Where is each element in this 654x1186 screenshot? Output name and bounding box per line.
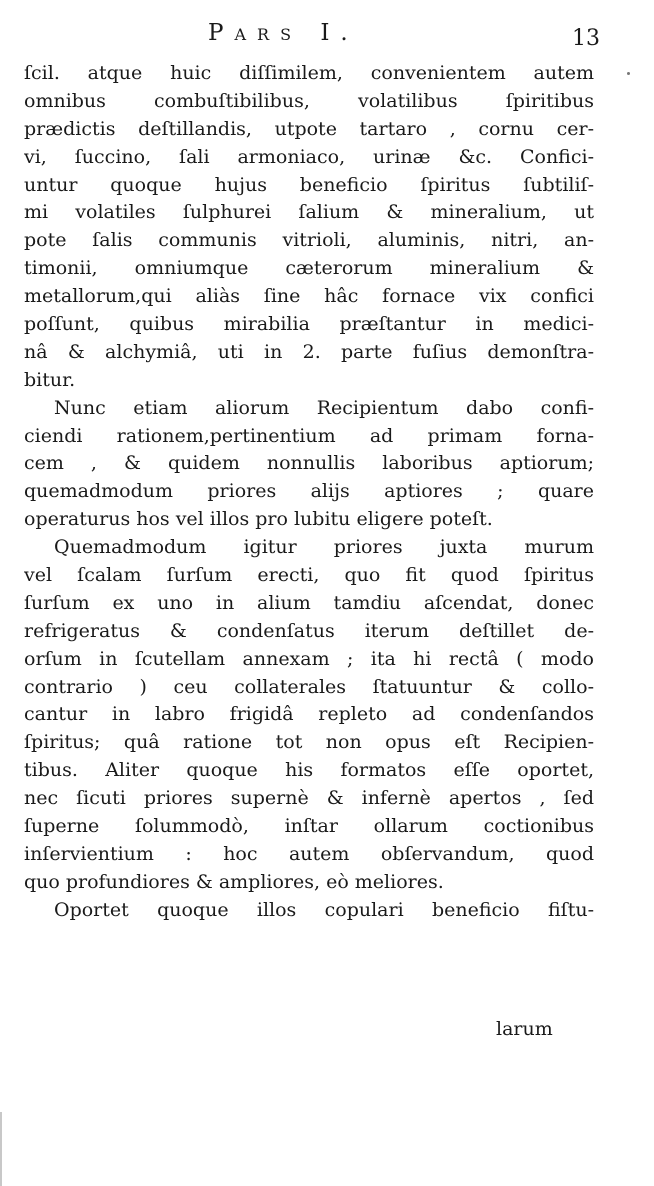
text-line: prædictis deſtillandis, utpote tartaro , cornu cer- bbox=[24, 117, 594, 140]
text-line: nec ſicuti priores supernè & infernè apertos , ſed bbox=[24, 787, 594, 810]
text-line: mi volatiles ſulphurei ſalium & mineralium, ut bbox=[24, 201, 594, 224]
text-line: orſum in ſcutellam annexam ; ita hi rectâ ( modo bbox=[24, 647, 594, 670]
text-line: omnibus combuſtibilibus, volatilibus ſpiritibus bbox=[24, 89, 594, 112]
text-line: contrario ) ceu collaterales ſtatuuntur & collo- bbox=[24, 675, 594, 698]
text-line: vel ſcalam ſurſum erecti, quo fit quod ſpiritus bbox=[24, 564, 594, 587]
text-line: ciendi rationem,pertinentium ad primam forna- bbox=[24, 424, 594, 447]
catchword: larum bbox=[496, 1018, 553, 1040]
text-line: ſurſum ex uno in alium tamdiu aſcendat, donec bbox=[24, 591, 594, 614]
running-head: Pars I. bbox=[208, 20, 359, 46]
text-line: cantur in labro frigidâ repleto ad condenſandos bbox=[24, 703, 594, 726]
text-line: timonii, omniumque cæterorum mineralium & bbox=[24, 257, 594, 280]
text-line: Nunc etiam aliorum Recipientum dabo confi- bbox=[54, 396, 594, 419]
text-line: inſervientium : hoc autem obſervandum, quod bbox=[24, 842, 594, 865]
text-line: untur quoque hujus beneficio ſpiritus ſubtiliſ- bbox=[24, 173, 594, 196]
text-line: operaturus hos vel illos pro lubitu eligere poteſt. bbox=[24, 508, 493, 531]
text-line: quo profundiores & ampliores, eò meliores. bbox=[24, 870, 444, 893]
text-line: refrigeratus & condenſatus iterum deſtillet de- bbox=[24, 619, 594, 642]
text-line: poſſunt, quibus mirabilia præſtantur in medici- bbox=[24, 313, 594, 336]
text-line: vi, ſuccino, ſali armoniaco, urinæ &c. Confici- bbox=[24, 145, 594, 168]
text-line: nâ & alchymiâ, uti in 2. parte fuſius demonſtra- bbox=[24, 340, 594, 363]
ink-speck bbox=[627, 72, 630, 75]
page-edge-mark bbox=[0, 1112, 2, 1186]
text-line: metallorum,qui aliàs ſine hâc fornace vix confici bbox=[24, 285, 594, 308]
text-line: Oportet quoque illos copulari beneficio fiſtu- bbox=[54, 898, 594, 921]
text-line: ſcil. atque huic diſſimilem, convenientem autem bbox=[24, 62, 594, 84]
text-line: ſuperne ſolummodò, inſtar ollarum coctionibus bbox=[24, 815, 594, 838]
page-header bbox=[0, 20, 654, 54]
text-line: pote ſalis communis vitrioli, aluminis, nitri, an- bbox=[24, 229, 594, 252]
text-line: Quemadmodum igitur priores juxta murum bbox=[54, 536, 594, 559]
text-line: bitur. bbox=[24, 368, 76, 391]
text-line: cem , & quidem nonnullis laboribus aptiorum; bbox=[24, 452, 594, 475]
text-line: tibus. Aliter quoque his formatos eſſe oportet, bbox=[24, 759, 594, 782]
text-line: quemadmodum priores alijs aptiores ; quare bbox=[24, 480, 594, 503]
text-line: ſpiritus; quâ ratione tot non opus eſt Recipien- bbox=[24, 731, 594, 754]
body-text bbox=[24, 60, 594, 925]
page-number: 13 bbox=[572, 26, 600, 51]
